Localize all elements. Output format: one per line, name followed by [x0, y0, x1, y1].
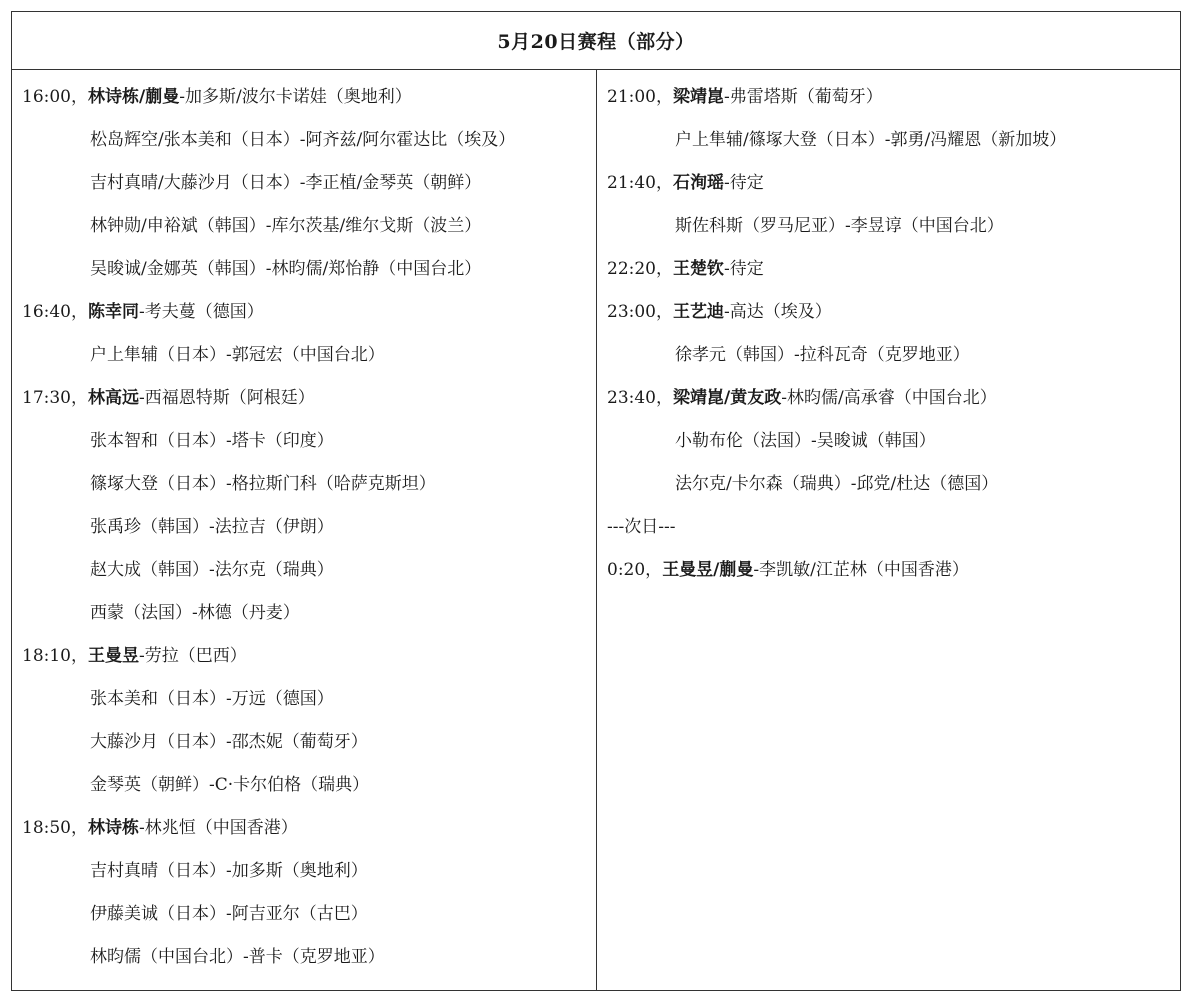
opponent: -弗雷塔斯（葡萄牙） [724, 87, 883, 107]
opponent: -林昀儒/高承睿（中国台北） [781, 388, 997, 408]
match-time: 16:00， [22, 87, 88, 107]
match-time-row [597, 169, 1180, 212]
match-time: ---次日--- [607, 517, 676, 537]
match-time-row [12, 384, 596, 427]
match-time: 22:20， [607, 259, 673, 279]
featured-player: 王曼昱/蒯曼 [662, 560, 754, 580]
match-row: 大藤沙月（日本）-邵杰妮（葡萄牙） [90, 732, 368, 752]
match-time-row [597, 556, 1180, 599]
match-time-row [597, 83, 1180, 126]
match-time: 23:00， [607, 302, 673, 322]
featured-player: 林高远 [88, 388, 139, 408]
match-time-row [597, 255, 1180, 298]
opponent: -高达（埃及） [724, 302, 832, 322]
featured-player: 王艺迪 [673, 302, 724, 322]
featured-player: 王曼昱 [88, 646, 139, 666]
match-time: 18:10， [22, 646, 88, 666]
featured-player: 林诗栋/蒯曼 [88, 87, 180, 107]
match-row: 松岛辉空/张本美和（日本）-阿齐兹/阿尔霍达比（埃及） [90, 130, 516, 150]
opponent: -待定 [724, 259, 764, 279]
match-row: 张本美和（日本）-万远（德国） [90, 689, 334, 709]
match-row: 户上隼辅/篠塚大登（日本）-郭勇/冯耀恩（新加坡） [675, 130, 1067, 150]
match-time-row [12, 642, 596, 685]
match-time-row [12, 814, 596, 857]
featured-player: 梁靖崑/黄友政 [673, 388, 782, 408]
match-row: 小勒布伦（法国）-吴晙诚（韩国） [675, 431, 936, 451]
match-time: 21:00， [607, 87, 673, 107]
match-row: 吴晙诚/金娜英（韩国）-林昀儒/郑怡静（中国台北） [90, 259, 482, 279]
match-time-row [597, 298, 1180, 341]
table-title: 5月20日赛程（部分） [12, 12, 1180, 70]
match-row: 法尔克/卡尔森（瑞典）-邱党/杜达（德国） [675, 474, 999, 494]
match-time-row [597, 513, 1180, 556]
match-row: 林昀儒（中国台北）-普卡（克罗地亚） [90, 947, 385, 967]
match-row: 徐孝元（韩国）-拉科瓦奇（克罗地亚） [675, 345, 970, 365]
featured-player: 梁靖崑 [673, 87, 724, 107]
match-row: 金琴英（朝鲜）-C·卡尔伯格（瑞典） [90, 775, 370, 795]
match-row: 斯佐科斯（罗马尼亚）-李昱谆（中国台北） [675, 216, 1004, 236]
opponent: -林兆恒（中国香港） [139, 818, 298, 838]
featured-player: 林诗栋 [88, 818, 139, 838]
featured-player: 王楚钦 [673, 259, 724, 279]
match-time: 0:20， [607, 560, 663, 580]
table-body [12, 69, 1180, 990]
match-time: 23:40， [607, 388, 673, 408]
match-time-row [12, 83, 596, 126]
match-time: 21:40， [607, 173, 673, 193]
opponent: -劳拉（巴西） [139, 646, 247, 666]
match-row: 篠塚大登（日本）-格拉斯门科（哈萨克斯坦） [90, 474, 436, 494]
featured-player: 石洵瑶 [673, 173, 724, 193]
match-row: 赵大成（韩国）-法尔克（瑞典） [90, 560, 334, 580]
right-column [597, 69, 1180, 990]
match-time: 16:40， [22, 302, 88, 322]
match-row: 吉村真晴/大藤沙月（日本）-李正植/金琴英（朝鲜） [90, 173, 482, 193]
match-row: 张本智和（日本）-塔卡（印度） [90, 431, 334, 451]
opponent: -待定 [724, 173, 764, 193]
match-row: 户上隼辅（日本）-郭冠宏（中国台北） [90, 345, 385, 365]
left-column [12, 69, 597, 990]
match-row: 伊藤美诚（日本）-阿吉亚尔（古巴） [90, 904, 368, 924]
match-time-row [597, 384, 1180, 427]
match-row: 吉村真晴（日本）-加多斯（奥地利） [90, 861, 368, 881]
opponent: -李凯敏/江芷林（中国香港） [753, 560, 969, 580]
opponent: -考夫蔓（德国） [139, 302, 264, 322]
left-schedule-list [12, 69, 596, 986]
match-row: 西蒙（法国）-林德（丹麦） [90, 603, 300, 623]
opponent: -西福恩特斯（阿根廷） [139, 388, 315, 408]
schedule-table [11, 11, 1181, 991]
match-row: 林钟勋/申裕斌（韩国）-库尔茨基/维尔戈斯（波兰） [90, 216, 482, 236]
match-row: 张禹珍（韩国）-法拉吉（伊朗） [90, 517, 334, 537]
right-schedule-list [597, 69, 1180, 599]
match-time: 17:30， [22, 388, 88, 408]
featured-player: 陈幸同 [88, 302, 139, 322]
match-time: 18:50， [22, 818, 88, 838]
match-time-row [12, 298, 596, 341]
opponent: -加多斯/波尔卡诺娃（奥地利） [179, 87, 412, 107]
